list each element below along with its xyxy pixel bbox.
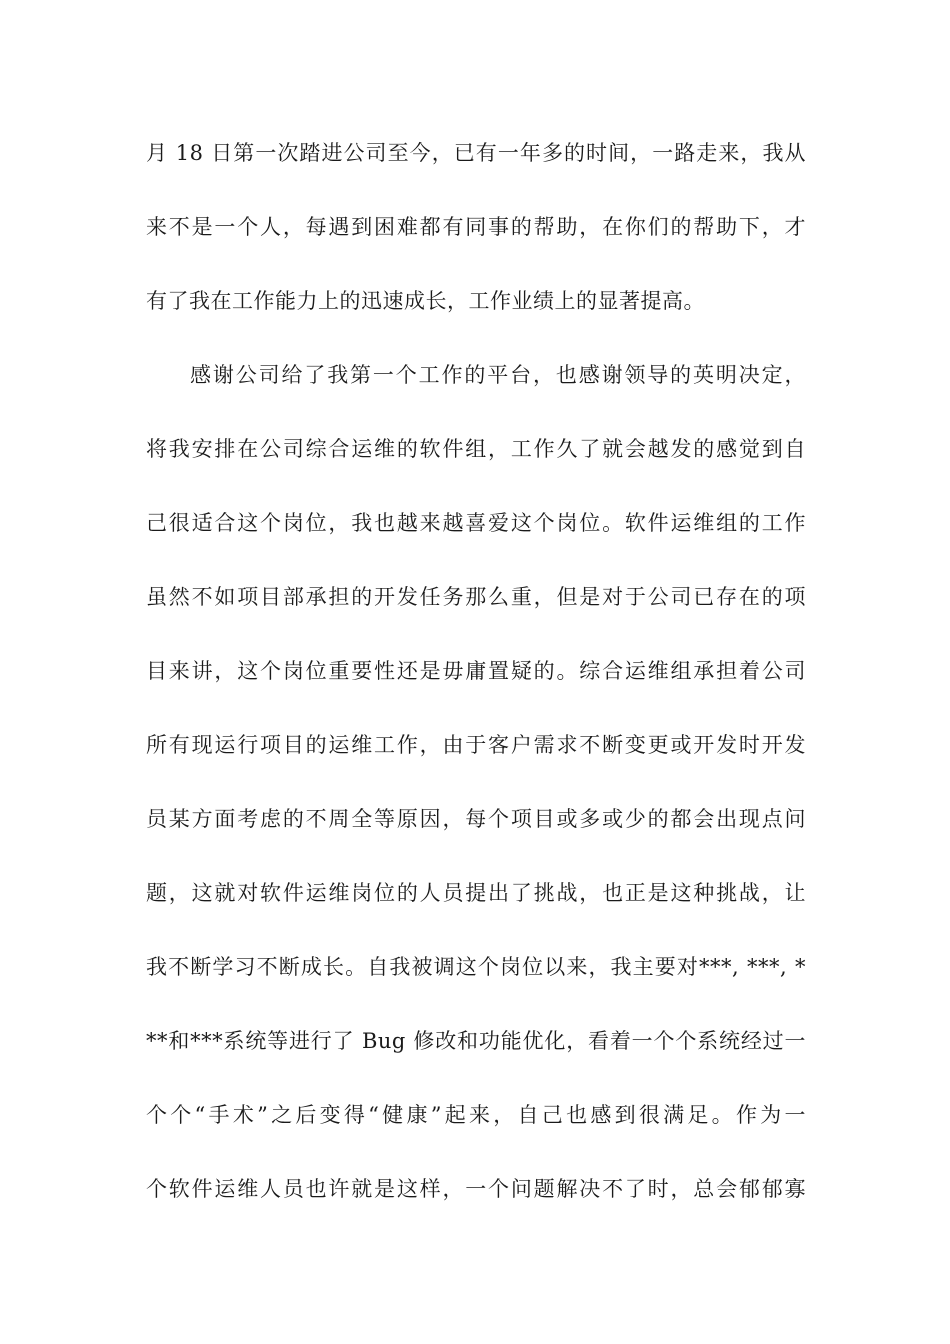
- text-line-3: 有了我在工作能力上的迅速成长，工作业绩上的显著提高。: [146, 289, 705, 313]
- text-line-6: 己很适合这个岗位，我也越来越喜爱这个岗位。软件运维组的工作: [146, 511, 806, 535]
- text-line-9: 所有现运行项目的运维工作，由于客户需求不断变更或开发时开发: [146, 733, 806, 757]
- text-line-14: 个个“手术”之后变得“健康”起来，自己也感到很满足。作为一: [146, 1103, 806, 1127]
- text-line-15: 个软件运维人员也许就是这样，一个问题解决不了时，总会郁郁寡: [146, 1177, 806, 1201]
- text-line-12: 我不断学习不断成长。自我被调这个岗位以来，我主要对***, ***, *: [146, 955, 806, 979]
- text-line-10: 员某方面考虑的不周全等原因，每个项目或多或少的都会出现点问: [146, 807, 806, 831]
- text-line-1: 月 18 日第一次踏进公司至今，已有一年多的时间，一路走来，我从: [146, 141, 806, 165]
- text-line-5: 将我安排在公司综合运维的软件组，工作久了就会越发的感觉到自: [146, 437, 806, 461]
- text-line-4: 感谢公司给了我第一个工作的平台，也感谢领导的英明决定，: [190, 363, 806, 387]
- text-line-8: 目来讲，这个岗位重要性还是毋庸置疑的。综合运维组承担着公司: [146, 659, 806, 683]
- text-line-13: **和***系统等进行了 Bug 修改和功能优化，看着一个个系统经过一: [146, 1029, 806, 1053]
- text-line-7: 虽然不如项目部承担的开发任务那么重，但是对于公司已存在的项: [146, 585, 806, 609]
- text-line-11: 题，这就对软件运维岗位的人员提出了挑战，也正是这种挑战，让: [146, 881, 806, 905]
- text-line-2: 来不是一个人，每遇到困难都有同事的帮助，在你们的帮助下，才: [146, 215, 806, 239]
